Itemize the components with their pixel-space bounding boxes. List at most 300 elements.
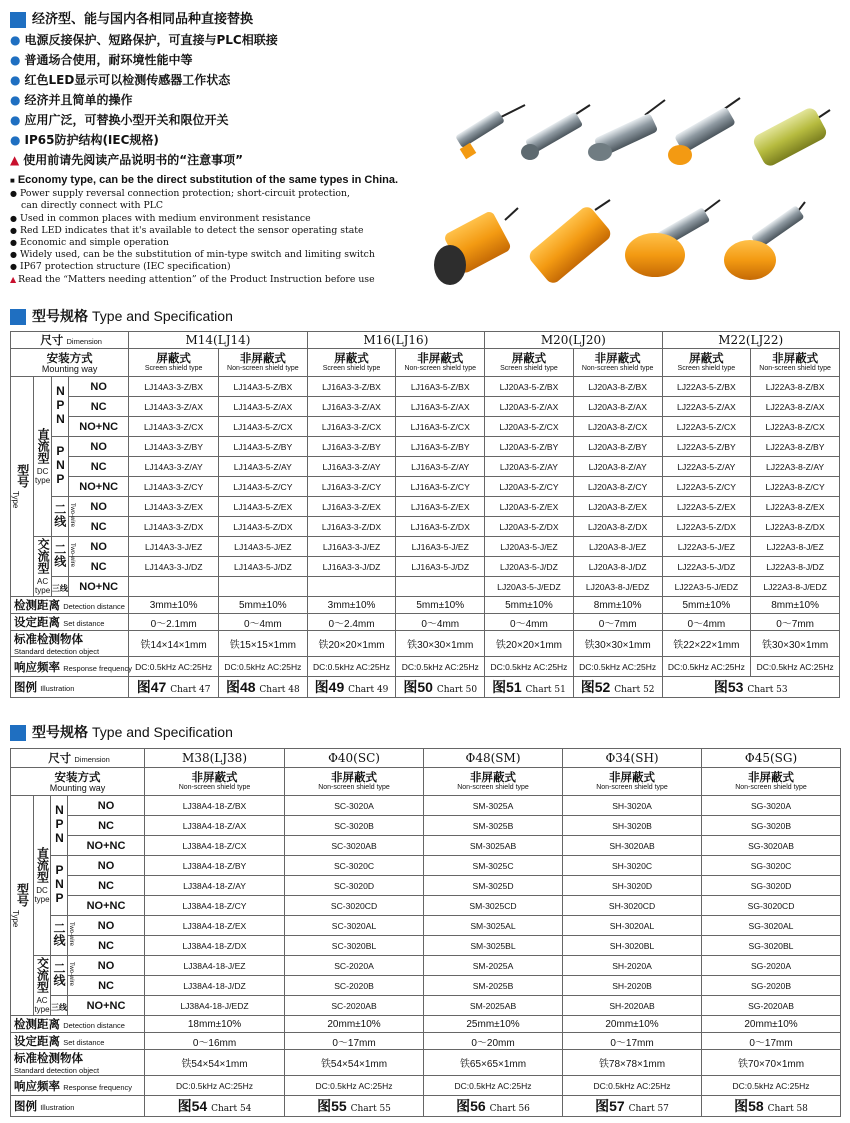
detection-value: 5mm±10% — [218, 597, 307, 614]
model-code: LJ14A3-5-Z/BY — [218, 437, 307, 457]
table-row — [11, 457, 840, 477]
illustration-label: 图例 Illustration — [11, 677, 129, 698]
shield-header: 屏蔽式 Screen shield type — [129, 349, 219, 377]
type-label: 型号 Type — [11, 796, 34, 1016]
mounting-header: 安装方式 Mounting way — [11, 349, 129, 377]
model-code: LJ22A3-5-Z/DX — [662, 517, 751, 537]
feature-en-item: ● Economic and simple operation — [10, 237, 169, 249]
output-no: NO — [69, 437, 129, 457]
black-dot-icon: ● — [10, 262, 17, 272]
npn-label: NPN — [51, 377, 68, 437]
detection-value: 18mm±10% — [145, 1016, 285, 1033]
pnp-label: PNP — [51, 437, 68, 497]
model-code: LJ16A3-3-J/EZ — [307, 537, 396, 557]
warning-triangle-icon: ▲ — [10, 274, 17, 284]
feature-en-item: ● Widely used, can be the substitution of min-type switch and limiting switch — [10, 249, 375, 261]
table-row — [11, 916, 841, 936]
set-value: 0～7mm — [573, 614, 662, 631]
two-wire-label: 二线 Two-wire — [51, 956, 68, 996]
illustration-ref: 图47 Chart 47 — [129, 677, 219, 698]
model-code: SM-2025AB — [424, 996, 563, 1016]
model-code: LJ20A3-5-Z/CX — [485, 417, 574, 437]
model-code: LJ20A3-8-J/EDZ — [573, 577, 662, 597]
model-code: SG-3020BL — [702, 936, 841, 956]
model-code: SC-3020D — [285, 876, 424, 896]
set-value: 0～4mm — [396, 614, 485, 631]
mounting-header: 安装方式 Mounting way — [11, 768, 145, 796]
standard-object-value: 铁30×30×1mm — [573, 631, 662, 657]
model-code: LJ16A3-5-J/DZ — [396, 557, 485, 577]
blue-dot-icon: ● — [10, 133, 21, 147]
model-code: LJ38A4-18-Z/EX — [145, 916, 285, 936]
model-code: SC-3020C — [285, 856, 424, 876]
output-nc: NC — [69, 557, 129, 577]
table-row — [11, 1096, 841, 1117]
frequency-value: DC:0.5kHz AC:25Hz — [662, 657, 751, 677]
model-code: LJ16A3-3-Z/DX — [307, 517, 396, 537]
table-row — [11, 349, 840, 377]
model-code: LJ22A3-8-Z/BX — [751, 377, 840, 397]
model-code: LJ16A3-5-Z/BY — [396, 437, 485, 457]
model-code: SH-2020A — [563, 956, 702, 976]
feature-en-item: can directly connect with PLC — [21, 200, 164, 212]
black-square-icon: ■ — [10, 176, 15, 185]
ac-type-label: 交流型 AC type — [34, 957, 50, 1014]
model-code: LJ22A3-8-Z/AX — [751, 397, 840, 417]
model-code: SC-3020AL — [285, 916, 424, 936]
sensor-m38-icon — [434, 208, 518, 285]
black-dot-icon: ● — [10, 225, 17, 235]
feature-en-item: ● Red LED indicates that it's available to detect the sensor operating state — [10, 224, 364, 236]
size-header: Φ45(SG) — [702, 749, 841, 768]
table-row — [11, 816, 841, 836]
nonshield-header: 非屏蔽式 Non-screen shield type — [424, 768, 563, 796]
frequency-value: DC:0.5kHz AC:25Hz — [751, 657, 840, 677]
detection-value: 20mm±10% — [563, 1016, 702, 1033]
detection-value: 20mm±10% — [285, 1016, 424, 1033]
model-code: SH-3020CD — [563, 896, 702, 916]
model-code: LJ14A3-5-Z/EX — [218, 497, 307, 517]
model-code: LJ20A3-5-Z/CY — [485, 477, 574, 497]
model-code: LJ20A3-5-J/EZ — [485, 537, 574, 557]
model-code: LJ22A3-8-Z/AY — [751, 457, 840, 477]
model-code: LJ38A4-18-Z/BY — [145, 856, 285, 876]
model-code: LJ20A3-8-Z/AX — [573, 397, 662, 417]
table-row — [11, 631, 840, 657]
standard-object-value: 铁30×30×1mm — [396, 631, 485, 657]
table-row — [11, 768, 841, 796]
table-row — [11, 477, 840, 497]
frequency-value: DC:0.5kHz AC:25Hz — [396, 657, 485, 677]
illustration-ref: 图54 Chart 54 — [145, 1096, 285, 1117]
model-code: SC-3020AB — [285, 836, 424, 856]
blue-dot-icon: ● — [10, 93, 21, 107]
ac-type-label: 交流型 AC type — [35, 538, 51, 595]
model-code: SM-3025A — [424, 796, 563, 816]
feature-item: ● 应用广泛，可替换小型开关和限位开关 — [10, 113, 229, 127]
model-code: LJ22A3-5-Z/CY — [662, 477, 751, 497]
warning-cn: ▲ 使用前请先阅读产品说明书的“注意事项” — [10, 153, 244, 167]
model-code: LJ38A4-18-J/DZ — [145, 976, 285, 996]
feature-en-item: ● Power supply reversal connection protection; short-circuit protection, — [10, 188, 350, 200]
feature-en-warning: ▲ Read the “Matters needing attention” of the Product Instruction before use — [10, 273, 375, 285]
output-no: NO — [69, 377, 129, 397]
set-value: 0～2.4mm — [307, 614, 396, 631]
model-code — [307, 577, 396, 597]
output-nc: NC — [68, 936, 145, 956]
nonshield-header: 非屏蔽式 Non-screen shield type — [563, 768, 702, 796]
model-code: SH-2020B — [563, 976, 702, 996]
model-code: LJ16A3-5-Z/CY — [396, 477, 485, 497]
frequency-value: DC:0.5kHz AC:25Hz — [307, 657, 396, 677]
model-code: LJ16A3-5-Z/DX — [396, 517, 485, 537]
model-code: LJ38A4-18-J/EDZ — [145, 996, 285, 1016]
model-code: LJ16A3-3-Z/AY — [307, 457, 396, 477]
model-code: LJ22A3-5-Z/BX — [662, 377, 751, 397]
model-code: SM-3025B — [424, 816, 563, 836]
standard-object-value: 铁70×70×1mm — [702, 1050, 841, 1076]
model-code: LJ22A3-8-J/EDZ — [751, 577, 840, 597]
model-code: LJ16A3-5-Z/AY — [396, 457, 485, 477]
model-code: SG-3020CD — [702, 896, 841, 916]
table-row — [11, 517, 840, 537]
black-dot-icon: ● — [10, 238, 17, 248]
set-value: 0～2.1mm — [129, 614, 219, 631]
table-row — [11, 996, 841, 1016]
output-nonc: NO+NC — [68, 836, 145, 856]
set-value: 0～20mm — [424, 1033, 563, 1050]
output-nonc: NO+NC — [69, 477, 129, 497]
two-wire-label: 二线 Two-wire — [51, 916, 68, 956]
illustration-ref: 图58 Chart 58 — [702, 1096, 841, 1117]
model-code: LJ16A3-5-Z/CX — [396, 417, 485, 437]
output-no: NO — [68, 796, 145, 816]
illustration-ref: 图55 Chart 55 — [285, 1096, 424, 1117]
table-row — [11, 796, 841, 816]
table-row — [11, 397, 840, 417]
model-code: LJ14A3-3-Z/AY — [129, 457, 219, 477]
section-square-icon — [10, 12, 26, 28]
set-value: 0～4mm — [485, 614, 574, 631]
model-code: LJ20A3-8-J/EZ — [573, 537, 662, 557]
model-code: LJ14A3-3-J/DZ — [129, 557, 219, 577]
standard-object-value: 铁14×14×1mm — [129, 631, 219, 657]
nonshield-header: 非屏蔽式 Non-screen shield type — [573, 349, 662, 377]
sensor-m14-icon — [455, 105, 525, 159]
three-wire-label: 三线 — [51, 577, 68, 597]
section-square-icon — [10, 309, 26, 325]
size-header: M14(LJ14) — [129, 332, 307, 349]
output-nc: NC — [69, 517, 129, 537]
table-row — [11, 614, 840, 631]
model-code: LJ14A3-5-J/DZ — [218, 557, 307, 577]
model-code: LJ16A3-5-Z/EX — [396, 497, 485, 517]
sensor-sc-icon — [527, 200, 614, 286]
model-code — [396, 577, 485, 597]
model-code: LJ14A3-3-J/EZ — [129, 537, 219, 557]
output-no: NO — [69, 497, 129, 517]
set-value: 0～17mm — [285, 1033, 424, 1050]
output-no: NO — [68, 856, 145, 876]
model-code: SM-3025D — [424, 876, 563, 896]
model-code: SG-3020AB — [702, 836, 841, 856]
illustration-ref: 图57 Chart 57 — [563, 1096, 702, 1117]
detection-distance-label: 检测距离 Detection distance — [11, 1016, 145, 1033]
model-code: SC-2020A — [285, 956, 424, 976]
table-row — [11, 956, 841, 976]
nonshield-header: 非屏蔽式 Non-screen shield type — [285, 768, 424, 796]
model-code: LJ22A3-5-Z/EX — [662, 497, 751, 517]
model-code: LJ38A4-18-Z/AX — [145, 816, 285, 836]
standard-object-value: 铁15×15×1mm — [218, 631, 307, 657]
table-row — [11, 876, 841, 896]
blue-dot-icon: ● — [10, 33, 21, 47]
model-code: LJ20A3-5-Z/AX — [485, 397, 574, 417]
output-nonc: NO+NC — [69, 417, 129, 437]
size-header: M16(LJ16) — [307, 332, 484, 349]
table-row — [11, 936, 841, 956]
model-code: LJ16A3-3-Z/EX — [307, 497, 396, 517]
sensor-sh-icon — [724, 202, 805, 280]
frequency-value: DC:0.5kHz AC:25Hz — [424, 1076, 563, 1096]
output-nonc: NO+NC — [68, 896, 145, 916]
model-code: LJ14A3-3-Z/CY — [129, 477, 219, 497]
model-code: LJ20A3-8-Z/DX — [573, 517, 662, 537]
table-row — [11, 537, 840, 557]
frequency-value: DC:0.5kHz AC:25Hz — [573, 657, 662, 677]
nonshield-header: 非屏蔽式 Non-screen shield type — [145, 768, 285, 796]
standard-object-value: 铁65×65×1mm — [424, 1050, 563, 1076]
detection-value: 25mm±10% — [424, 1016, 563, 1033]
size-header: Φ48(SM) — [424, 749, 563, 768]
shield-header: 屏蔽式 Screen shield type — [662, 349, 751, 377]
output-nc: NC — [69, 397, 129, 417]
model-code: SG-3020D — [702, 876, 841, 896]
model-code: LJ38A4-18-J/EZ — [145, 956, 285, 976]
section-square-icon — [10, 725, 26, 741]
set-distance-label: 设定距离 Set distance — [11, 614, 129, 631]
model-code: LJ14A3-3-Z/CX — [129, 417, 219, 437]
black-dot-icon: ● — [10, 213, 17, 223]
model-code: LJ16A3-3-J/DZ — [307, 557, 396, 577]
standard-object-value: 铁54×54×1mm — [285, 1050, 424, 1076]
model-code: LJ16A3-3-Z/AX — [307, 397, 396, 417]
model-code: LJ20A3-5-Z/DX — [485, 517, 574, 537]
standard-object-value: 铁20×20×1mm — [485, 631, 574, 657]
header-title: 经济型、能与国内各相同品种直接替换 — [10, 8, 253, 28]
features-en-list — [10, 174, 440, 286]
feature-en-item: ● IP67 protection structure (IEC specification) — [10, 261, 231, 273]
model-code: LJ38A4-18-Z/BX — [145, 796, 285, 816]
model-code: LJ20A3-8-Z/CY — [573, 477, 662, 497]
model-code: SM-2025B — [424, 976, 563, 996]
model-code: LJ20A3-8-Z/AY — [573, 457, 662, 477]
model-code: LJ16A3-3-Z/BX — [307, 377, 396, 397]
model-code: LJ38A4-18-Z/DX — [145, 936, 285, 956]
model-code: LJ38A4-18-Z/CX — [145, 836, 285, 856]
table-row — [11, 976, 841, 996]
model-code: SG-2020B — [702, 976, 841, 996]
model-code: SM-3025C — [424, 856, 563, 876]
table-row — [11, 1033, 841, 1050]
shield-header: 屏蔽式 Screen shield type — [307, 349, 396, 377]
model-code — [129, 577, 219, 597]
model-code: SC-3020CD — [285, 896, 424, 916]
nonshield-header: 非屏蔽式 Non-screen shield type — [702, 768, 841, 796]
section-title-1: 型号规格 Type and Specification — [10, 306, 233, 326]
black-dot-icon: ● — [10, 250, 17, 260]
sensor-sm-icon — [625, 200, 720, 277]
size-header: M38(LJ38) — [145, 749, 285, 768]
model-code: LJ22A3-8-J/DZ — [751, 557, 840, 577]
model-code: LJ20A3-5-Z/EX — [485, 497, 574, 517]
table-row — [11, 896, 841, 916]
size-header: M20(LJ20) — [485, 332, 662, 349]
nonshield-header: 非屏蔽式 Non-screen shield type — [396, 349, 485, 377]
model-code: SG-2020AB — [702, 996, 841, 1016]
model-code: LJ14A3-3-Z/EX — [129, 497, 219, 517]
standard-object-label: 标准检测物体 Standard detection object — [11, 631, 129, 657]
set-value: 0～17mm — [702, 1033, 841, 1050]
output-nonc: NO+NC — [69, 577, 129, 597]
set-distance-label: 设定距离 Set distance — [11, 1033, 145, 1050]
table-row — [11, 557, 840, 577]
model-code: LJ14A3-5-Z/AY — [218, 457, 307, 477]
illustration-ref: 图56 Chart 56 — [424, 1096, 563, 1117]
size-header: Φ34(SH) — [563, 749, 702, 768]
two-wire-label: 二线 Two-wire — [51, 537, 68, 577]
dimension-header: 尺寸 Dimension — [11, 749, 145, 768]
output-no: NO — [68, 916, 145, 936]
npn-label: NPN — [51, 796, 68, 856]
model-code: LJ22A3-8-Z/CX — [751, 417, 840, 437]
set-value: 0～4mm — [662, 614, 751, 631]
model-code: LJ22A3-5-Z/CX — [662, 417, 751, 437]
model-code: LJ14A3-3-Z/AX — [129, 397, 219, 417]
model-code: SM-3025AB — [424, 836, 563, 856]
model-code: SH-3020AL — [563, 916, 702, 936]
table-row — [11, 1050, 841, 1076]
illustration-ref: 图52 Chart 52 — [573, 677, 662, 698]
model-code: LJ16A3-5-J/EZ — [396, 537, 485, 557]
table-row — [11, 377, 840, 397]
illustration-ref: 图48 Chart 48 — [218, 677, 307, 698]
sensor-m16-icon — [521, 105, 590, 160]
model-code: SC-3020A — [285, 796, 424, 816]
frequency-value: DC:0.5kHz AC:25Hz — [129, 657, 219, 677]
table-row — [11, 577, 840, 597]
model-code: LJ22A3-5-Z/AY — [662, 457, 751, 477]
model-code: LJ16A3-3-Z/BY — [307, 437, 396, 457]
shield-header: 屏蔽式 Screen shield type — [485, 349, 574, 377]
model-code: LJ22A3-8-Z/CY — [751, 477, 840, 497]
model-code: LJ14A3-5-Z/DX — [218, 517, 307, 537]
model-code: SG-3020C — [702, 856, 841, 876]
blue-dot-icon: ● — [10, 113, 21, 127]
model-code: SC-3020B — [285, 816, 424, 836]
detection-value: 8mm±10% — [573, 597, 662, 614]
table-row — [11, 657, 840, 677]
model-code: LJ22A3-8-Z/BY — [751, 437, 840, 457]
table-row — [11, 677, 840, 698]
nonshield-header: 非屏蔽式 Non-screen shield type — [218, 349, 307, 377]
detection-value: 3mm±10% — [307, 597, 396, 614]
model-code: SH-3020BL — [563, 936, 702, 956]
model-code: LJ14A3-5-Z/CY — [218, 477, 307, 497]
model-code: SH-2020AB — [563, 996, 702, 1016]
table-row — [11, 332, 840, 349]
model-code: LJ20A3-5-J/DZ — [485, 557, 574, 577]
model-code: SH-3020B — [563, 816, 702, 836]
feature-item: ● 普通场合使用，耐环境性能中等 — [10, 53, 193, 67]
model-code — [218, 577, 307, 597]
illustration-ref: 图53 Chart 53 — [662, 677, 840, 698]
model-code: LJ20A3-5-Z/AY — [485, 457, 574, 477]
product-photos — [430, 90, 850, 300]
detection-value: 5mm±10% — [485, 597, 574, 614]
output-nc: NC — [68, 816, 145, 836]
model-code: SM-3025AL — [424, 916, 563, 936]
table-row — [11, 597, 840, 614]
model-code: SH-3020D — [563, 876, 702, 896]
warning-triangle-icon: ▲ — [10, 153, 20, 167]
table-row — [11, 437, 840, 457]
illustration-label: 图例 Illustration — [11, 1096, 145, 1117]
feature-en-item: ● Used in common places with medium environment resistance — [10, 212, 311, 224]
size-header: Φ40(SC) — [285, 749, 424, 768]
pnp-label: PNP — [51, 856, 68, 916]
model-code: SG-3020A — [702, 796, 841, 816]
table-row — [11, 497, 840, 517]
detection-value: 3mm±10% — [129, 597, 219, 614]
detection-value: 5mm±10% — [662, 597, 751, 614]
frequency-value: DC:0.5kHz AC:25Hz — [702, 1076, 841, 1096]
model-code: LJ22A3-5-J/EDZ — [662, 577, 751, 597]
model-code: SC-2020B — [285, 976, 424, 996]
table-row — [11, 836, 841, 856]
frequency-value: DC:0.5kHz AC:25Hz — [563, 1076, 702, 1096]
dc-type-label: 直流型 DC type — [34, 796, 51, 956]
feature-en-lead: ■ Economy type, can be the direct substitution of the same types in China. — [10, 174, 399, 186]
table-row — [11, 856, 841, 876]
set-value: 0～17mm — [563, 1033, 702, 1050]
dc-type-label: 直流型 DC type — [34, 377, 51, 537]
detection-value: 5mm±10% — [396, 597, 485, 614]
table-row — [11, 417, 840, 437]
illustration-ref: 图49 Chart 49 — [307, 677, 396, 698]
feature-item: ● 红色LED显示可以检测传感器工作状态 — [10, 73, 231, 87]
illustration-ref: 图50 Chart 50 — [396, 677, 485, 698]
model-code: SM-3025BL — [424, 936, 563, 956]
model-code: LJ14A3-3-Z/DX — [129, 517, 219, 537]
output-nc: NC — [69, 457, 129, 477]
feature-item: ● 经济并且简单的操作 — [10, 93, 133, 107]
model-code: LJ14A3-5-Z/BX — [218, 377, 307, 397]
blue-dot-icon: ● — [10, 53, 21, 67]
frequency-value: DC:0.5kHz AC:25Hz — [145, 1076, 285, 1096]
frequency-value: DC:0.5kHz AC:25Hz — [285, 1076, 424, 1096]
model-code: LJ14A3-5-Z/CX — [218, 417, 307, 437]
model-code: LJ20A3-8-Z/BX — [573, 377, 662, 397]
model-code: LJ20A3-8-Z/EX — [573, 497, 662, 517]
model-code: LJ14A3-5-Z/AX — [218, 397, 307, 417]
response-frequency-label: 响应频率 Response frequency — [11, 1076, 145, 1096]
model-code: LJ20A3-8-J/DZ — [573, 557, 662, 577]
output-no: NO — [68, 956, 145, 976]
model-code: SH-3020A — [563, 796, 702, 816]
standard-object-value: 铁22×22×1mm — [662, 631, 751, 657]
model-code: LJ22A3-5-J/EZ — [662, 537, 751, 557]
